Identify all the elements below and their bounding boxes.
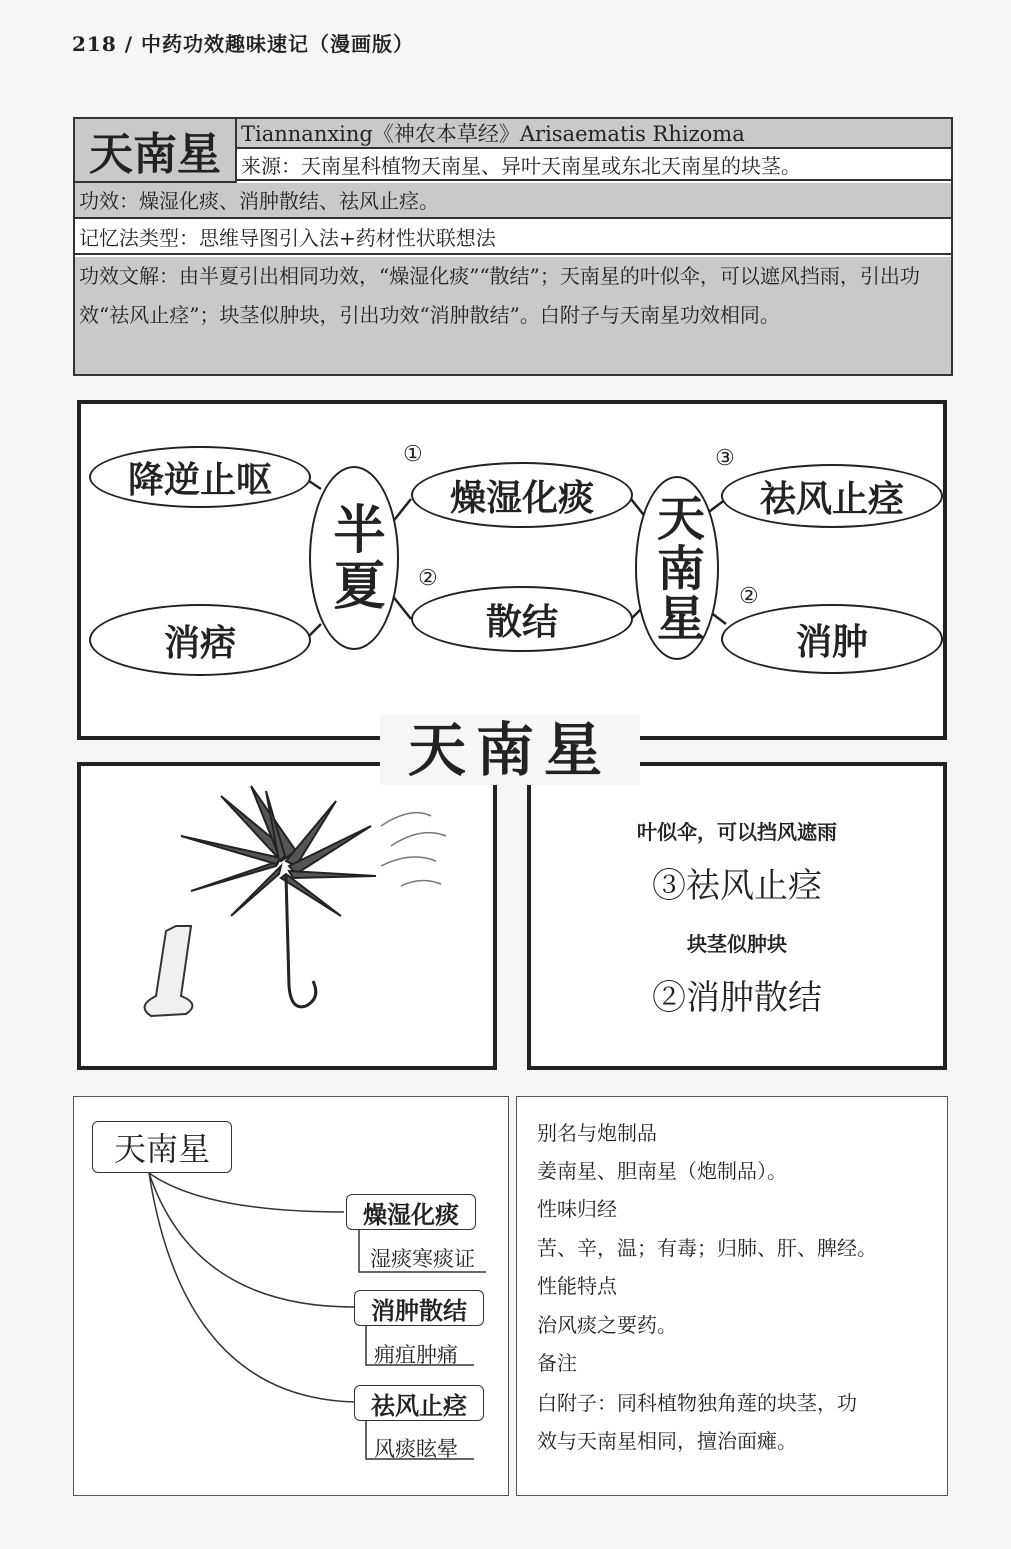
node-tiannanxing: [635, 476, 719, 660]
mindmap-box: [73, 1096, 509, 1496]
label-num-1: ①: [403, 442, 423, 467]
comic-caption-2: ③祛风止痉: [652, 866, 822, 906]
mindmap-branch-2: 消肿散结: [354, 1290, 484, 1326]
herb-latin-name: Tiannanxing《神农本草经》Arisaematis Rhizoma: [237, 119, 951, 149]
notes-heading-nature: 性味归经: [537, 1197, 617, 1221]
node-xiaozhong: 消肿: [721, 604, 943, 674]
herb-name: 天南星: [75, 119, 237, 183]
node-banxia-label: 半夏: [324, 502, 385, 614]
label-num-2b: ②: [739, 584, 759, 609]
herb-info-box: [73, 117, 953, 376]
notes-text-alias: 姜南星、胆南星（炮制品）。: [537, 1159, 787, 1183]
mindmap-branch-3: 祛风止痉: [354, 1385, 484, 1421]
node-tiannanxing-label: 天南星: [648, 493, 705, 643]
notes-text-nature: 苦、辛，温；有毒；归肺、肝、脾经。: [537, 1236, 877, 1260]
umbrella-leaf-illustration: [81, 766, 493, 1066]
comic-title: 天南星: [380, 715, 640, 785]
notes-heading-features: 性能特点: [537, 1274, 617, 1298]
node-banxia: [309, 466, 399, 650]
node-xiaopi: 消痞: [89, 604, 311, 676]
node-zaoshi-huatan: 燥湿化痰: [411, 462, 633, 528]
comic-panel-left: [77, 762, 497, 1070]
mindmap-sub-1: 湿痰寒痰证: [370, 1247, 475, 1271]
efficacy-explanation: 功效文解：由半夏引出相同功效，“燥湿化痰”“散结”；天南星的叶似伞，可以遮风挡雨，引出功效“祛风止痉”；块茎似肿块，引出功效“消肿散结”。白附子与天南星功效相同。: [75, 257, 951, 374]
comic-caption-1: 叶似伞，可以挡风遮雨: [637, 820, 837, 844]
notes-text-remarks-1: 白附子：同科植物独角莲的块茎，功: [537, 1391, 857, 1415]
node-sanjie: 散结: [411, 586, 633, 652]
page-header: 218 / 中药功效趣味速记（漫画版）: [72, 32, 414, 56]
mindmap-branch-1: 燥湿化痰: [346, 1194, 476, 1230]
label-num-2a: ②: [418, 566, 438, 591]
notes-text-features: 治风痰之要药。: [537, 1313, 677, 1337]
mindmap-root: 天南星: [92, 1121, 232, 1173]
mindmap-sub-3: 风痰眩晕: [374, 1437, 458, 1461]
comic-caption-3: 块茎似肿块: [687, 932, 787, 956]
memory-method-type: 记忆法类型：思维导图引入法+药材性状联想法: [75, 221, 951, 255]
herb-efficacy: 功效：燥湿化痰、消肿散结、祛风止痉。: [75, 183, 951, 219]
node-qufeng-zhijing: 祛风止痉: [721, 464, 943, 528]
mindmap-sub-2: 痈疽肿痛: [374, 1343, 458, 1367]
comic-caption-4: ②消肿散结: [652, 978, 822, 1018]
comic-panel-right: [527, 762, 947, 1070]
label-num-3: ③: [715, 446, 735, 471]
notes-heading-alias: 别名与炮制品: [537, 1121, 657, 1145]
diagram-panel: [77, 400, 947, 740]
node-jiangni-zhiou: 降逆止呕: [89, 446, 311, 508]
notes-text-remarks-2: 效与天南星相同，擅治面瘫。: [537, 1429, 797, 1453]
herb-source: 来源：天南星科植物天南星、异叶天南星或东北天南星的块茎。: [237, 151, 951, 181]
notes-box: [516, 1096, 948, 1496]
notes-heading-remarks: 备注: [537, 1351, 577, 1375]
